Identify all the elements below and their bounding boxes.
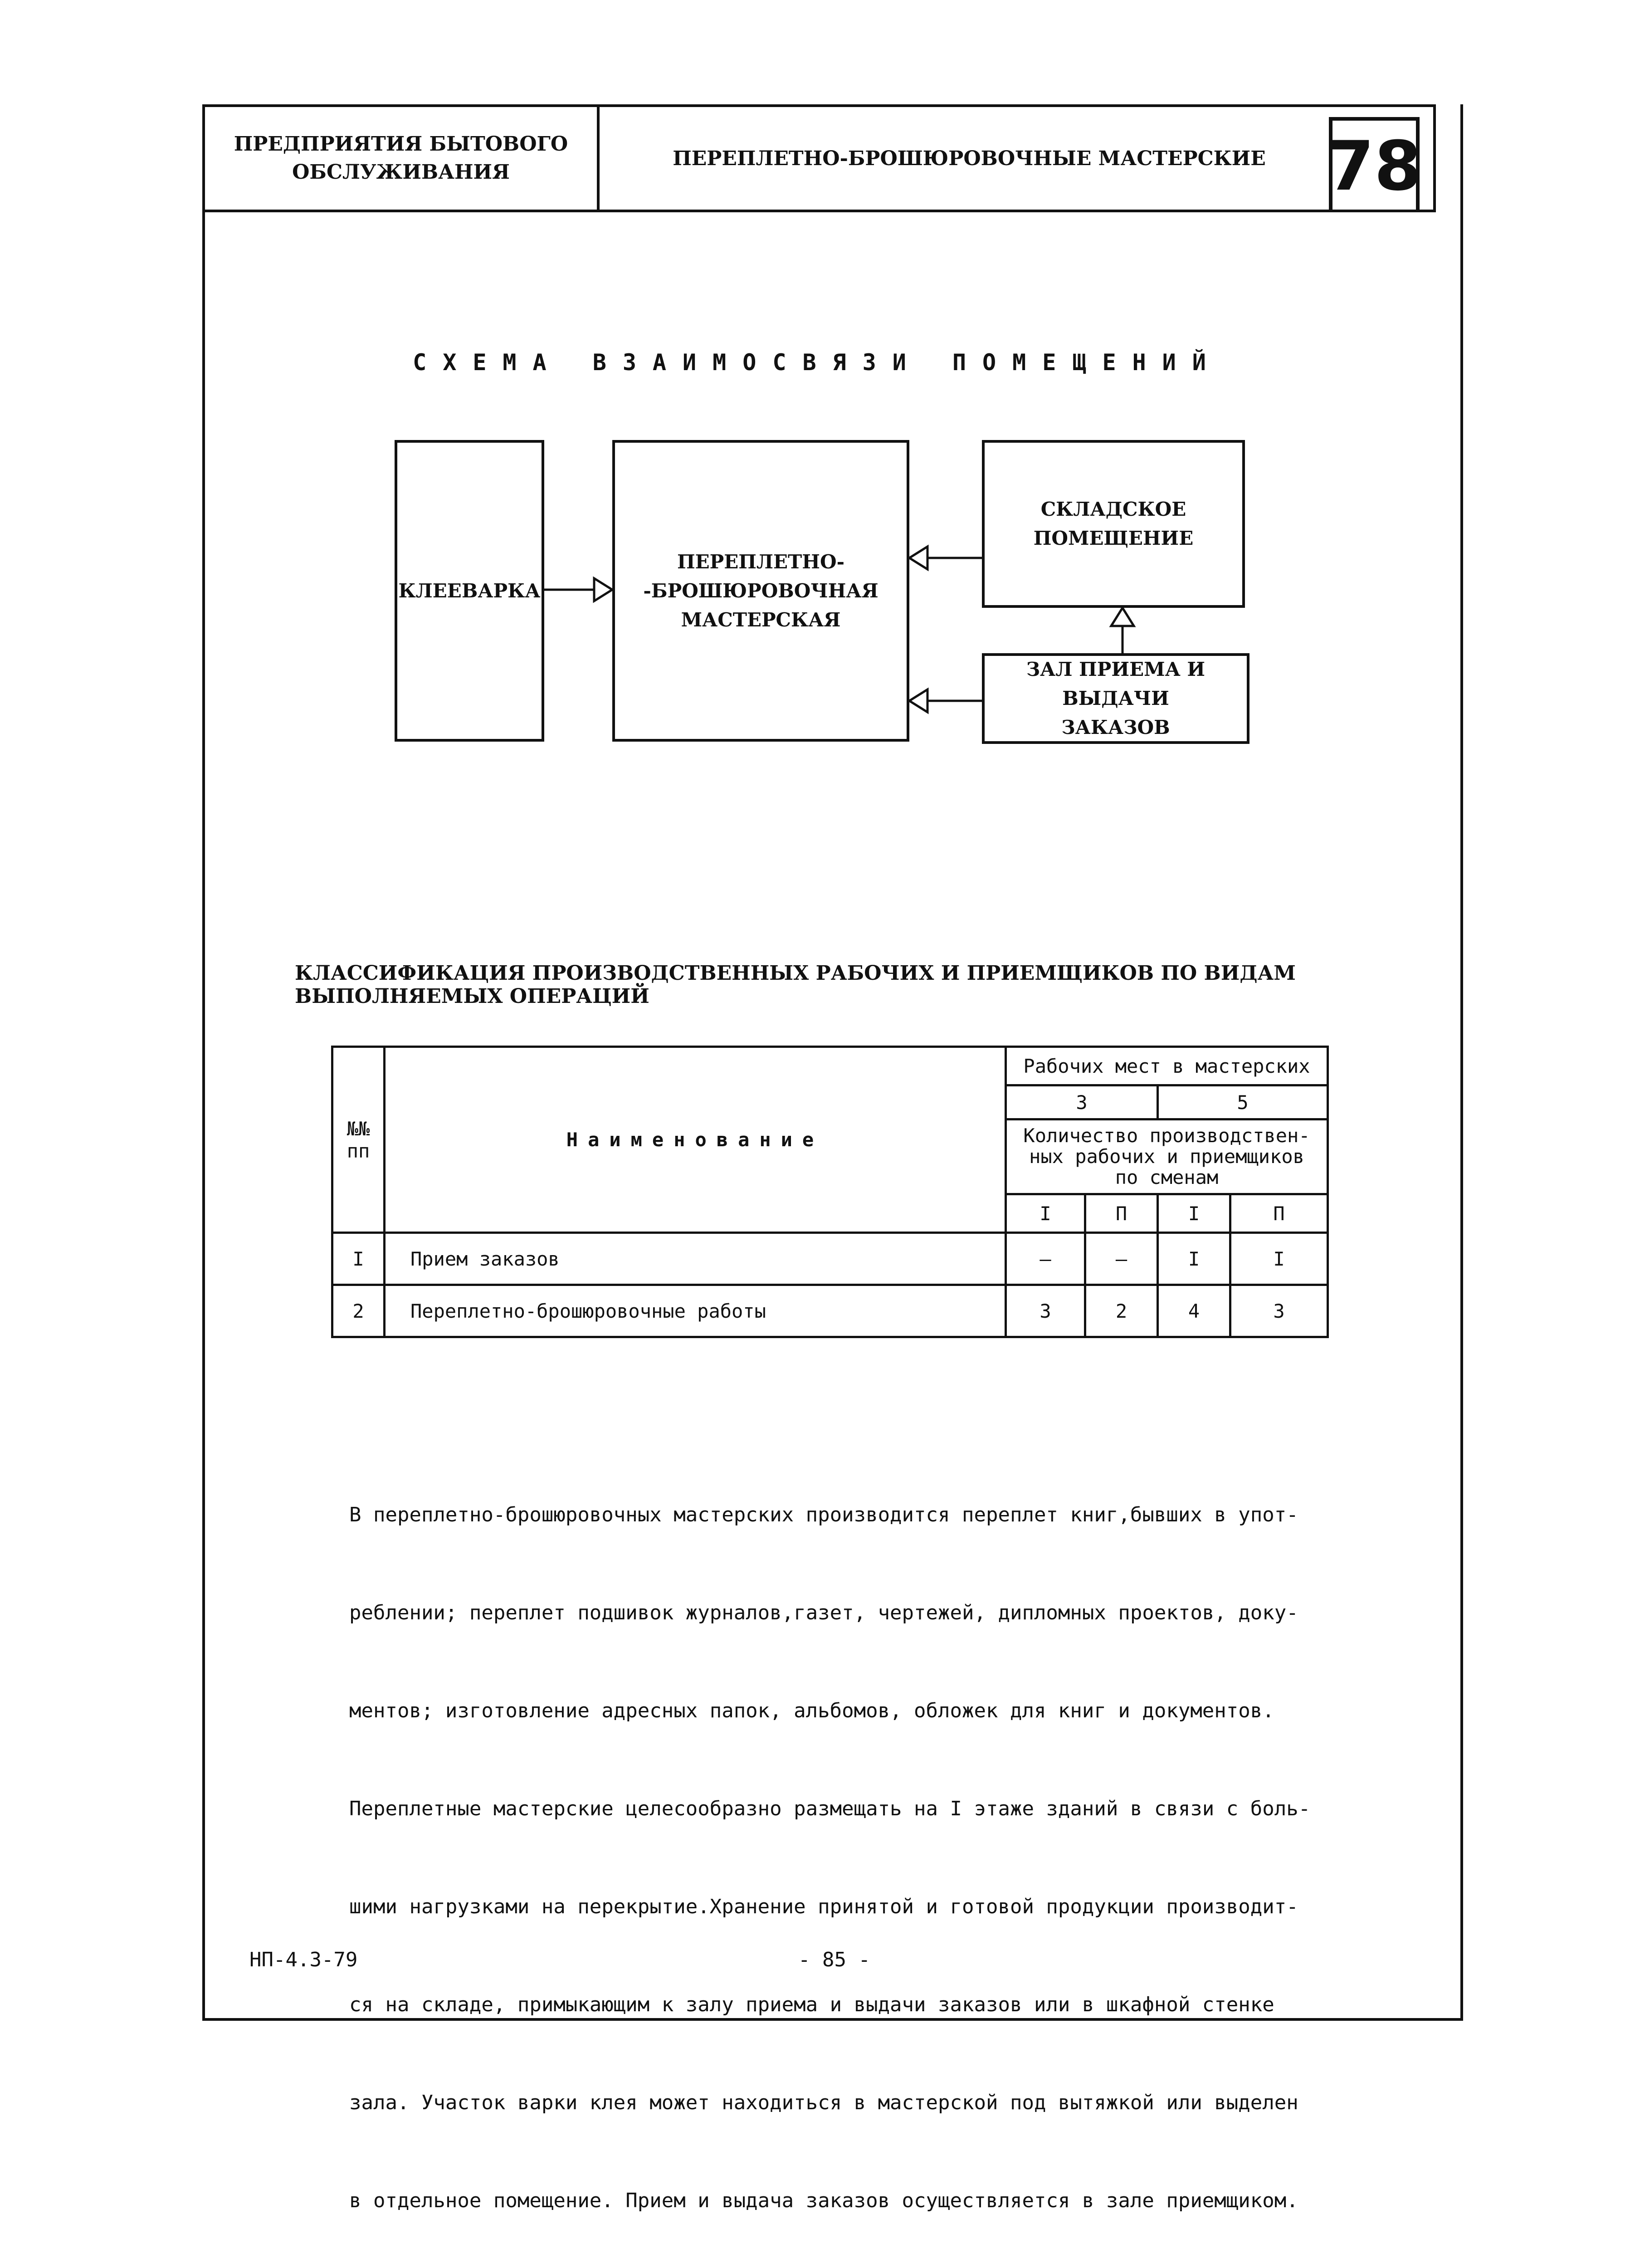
col-header-5-workplaces: 5 — [1158, 1085, 1328, 1119]
col-header-shift-1-a: I — [1006, 1194, 1085, 1233]
arrow-storage-to-workshop — [909, 547, 982, 569]
row-value: I — [1158, 1233, 1230, 1285]
col-header-quantity-line-2: ных рабочих и приемщиков — [1029, 1145, 1304, 1168]
description-paragraph — [349, 1433, 1374, 2268]
row-value: I — [1230, 1233, 1328, 1285]
sheet-number: 78 — [1329, 117, 1420, 212]
col-header-quantity — [1006, 1119, 1328, 1194]
paragraph-line: зала. Участок варки клея может находиться в мастерской под вытяжкой или выделен — [349, 2091, 1298, 2114]
table-row — [332, 1285, 1328, 1337]
col-header-quantity-line-1: Количество производствен- — [1023, 1124, 1310, 1147]
row-value: – — [1085, 1233, 1158, 1285]
workshop-label-2: -БРОШЮРОВОЧНАЯ — [643, 579, 879, 602]
row-value: 3 — [1006, 1285, 1085, 1337]
col-header-number-line-1: №№ — [347, 1117, 370, 1140]
col-header-shift-2-b: П — [1230, 1194, 1328, 1233]
col-header-quantity-line-3: по сменам — [1115, 1166, 1219, 1188]
row-number: I — [332, 1233, 385, 1285]
paragraph-line: ся на складе, примыкающим к залу приема и выдачи заказов или в шкафной стенке — [349, 1993, 1274, 2016]
row-name: Прием заказов — [385, 1233, 1006, 1285]
workshop-label-3: МАСТЕРСКАЯ — [681, 608, 841, 631]
paragraph-line: реблении; переплет подшивок журналов,газет, чертежей, дипломных проектов, доку- — [349, 1601, 1298, 1624]
paragraph-line: Переплетные мастерские целесообразно размещать на I этаже зданий в связи с боль- — [349, 1797, 1311, 1820]
paragraph-line: В переплетно-брошюровочных мастерских производится переплет книг,бывших в упот- — [349, 1503, 1298, 1526]
col-header-number — [332, 1047, 385, 1233]
arrow-hall-to-storage — [1111, 608, 1134, 653]
section-title: ПЕРЕПЛЕТНО-БРОШЮРОВОЧНЫЕ МАСТЕРСКИЕ — [673, 147, 1266, 170]
col-header-number-line-2: пп — [347, 1139, 370, 1162]
table-row — [332, 1233, 1328, 1285]
paragraph-line: ментов; изготовление адресных папок, альбомов, обложек для книг и документов. — [349, 1699, 1274, 1722]
col-header-workplaces: Рабочих мест в мастерских — [1006, 1047, 1328, 1085]
organization-line-1: ПРЕДПРИЯТИЯ БЫТОВОГО — [234, 132, 568, 156]
col-header-3-workplaces: 3 — [1006, 1085, 1158, 1119]
row-value: 3 — [1230, 1285, 1328, 1337]
row-value: – — [1006, 1233, 1085, 1285]
reception-hall-label-1: ЗАЛ ПРИЕМА И ВЫДАЧИ — [1026, 658, 1206, 709]
storage-label-2: ПОМЕЩЕНИЕ — [1033, 527, 1194, 549]
row-value: 4 — [1158, 1285, 1230, 1337]
operations-table — [331, 1046, 1329, 1338]
page-number: - 85 - — [798, 1948, 870, 1971]
organization-line-2: ОБСЛУЖИВАНИЯ — [292, 161, 510, 184]
col-header-name-text: Наименование — [566, 1129, 824, 1151]
col-header-name — [385, 1047, 1006, 1233]
storage-label-1: СКЛАДСКОЕ — [1040, 498, 1186, 520]
reception-hall-label-2: ЗАКАЗОВ — [1061, 716, 1170, 738]
glue-room-label: КЛЕЕВАРКА — [398, 579, 541, 602]
col-header-shift-1-b: I — [1158, 1194, 1230, 1233]
arrow-hall-to-workshop — [909, 689, 982, 712]
arrow-glue-to-workshop — [544, 578, 612, 601]
row-name: Переплетно-брошюровочные работы — [385, 1285, 1006, 1337]
paragraph-line: в отдельное помещение. Прием и выдача заказов осуществляется в зале приемщиком. — [349, 2189, 1298, 2212]
scheme-title: СХЕМА ВЗАИМОСВЯЗИ ПОМЕЩЕНИЙ — [413, 349, 1222, 376]
classification-title: КЛАССИФИКАЦИЯ ПРОИЗВОДСТВЕННЫХ РАБОЧИХ И ПРИЕМЩИКОВ ПО ВИДАМ ВЫПОЛНЯЕМЫХ ОПЕРАЦИЙ — [295, 962, 1296, 1008]
document-code: НП-4.3-79 — [249, 1948, 358, 1971]
row-value: 2 — [1085, 1285, 1158, 1337]
workshop-label-1: ПЕРЕПЛЕТНО- — [677, 550, 845, 573]
paragraph-line: шими нагрузками на перекрытие.Хранение принятой и готовой продукции производит- — [349, 1895, 1298, 1918]
row-number: 2 — [332, 1285, 385, 1337]
col-header-shift-2-a: П — [1085, 1194, 1158, 1233]
